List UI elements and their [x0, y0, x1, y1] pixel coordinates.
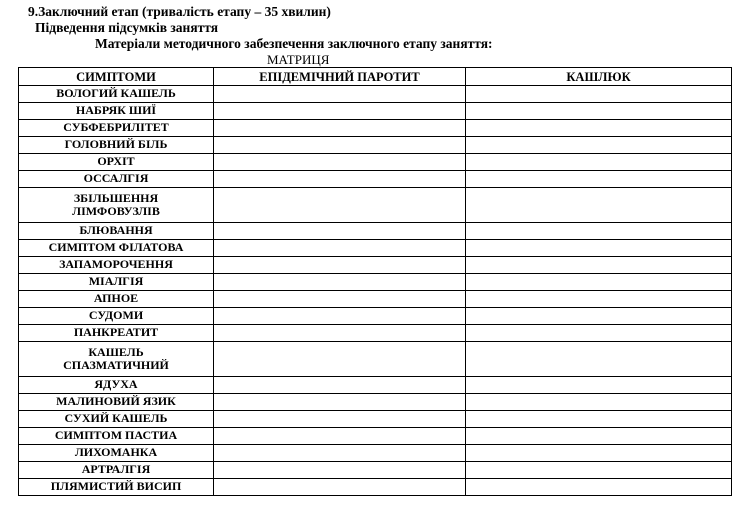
- table-row: [19, 137, 732, 154]
- parotit-answer-cell[interactable]: [214, 103, 466, 120]
- parotit-answer-cell[interactable]: [214, 428, 466, 445]
- kashlyuk-answer-cell[interactable]: [466, 411, 732, 428]
- kashlyuk-answer-cell[interactable]: [466, 342, 732, 377]
- parotit-answer-cell[interactable]: [214, 325, 466, 342]
- column-header-kashlyuk: КАШЛЮК: [466, 68, 732, 86]
- symptom-cell: ЗАПАМОРОЧЕННЯ: [19, 257, 214, 274]
- parotit-answer-cell[interactable]: [214, 120, 466, 137]
- parotit-answer-cell[interactable]: [214, 257, 466, 274]
- symptom-cell: СУХИЙ КАШЕЛЬ: [19, 411, 214, 428]
- symptom-cell: АПНОЕ: [19, 291, 214, 308]
- kashlyuk-answer-cell[interactable]: [466, 120, 732, 137]
- kashlyuk-answer-cell[interactable]: [466, 308, 732, 325]
- matrix-table-body: [19, 86, 732, 496]
- symptom-cell: КАШЕЛЬ СПАЗМАТИЧНИЙ: [19, 342, 214, 377]
- symptom-cell: АРТРАЛГІЯ: [19, 462, 214, 479]
- symptom-cell: СИМПТОМ ФІЛАТОВА: [19, 240, 214, 257]
- kashlyuk-answer-cell[interactable]: [466, 325, 732, 342]
- symptom-cell: СУБФЕБРИЛІТЕТ: [19, 120, 214, 137]
- kashlyuk-answer-cell[interactable]: [466, 445, 732, 462]
- symptom-cell: ЛИХОМАНКА: [19, 445, 214, 462]
- table-row: [19, 240, 732, 257]
- parotit-answer-cell[interactable]: [214, 462, 466, 479]
- parotit-answer-cell[interactable]: [214, 240, 466, 257]
- parotit-answer-cell[interactable]: [214, 411, 466, 428]
- document-header: [0, 0, 743, 67]
- table-row: [19, 445, 732, 462]
- table-row: [19, 479, 732, 496]
- parotit-answer-cell[interactable]: [214, 223, 466, 240]
- kashlyuk-answer-cell[interactable]: [466, 377, 732, 394]
- kashlyuk-answer-cell[interactable]: [466, 274, 732, 291]
- table-row: [19, 342, 732, 377]
- kashlyuk-answer-cell[interactable]: [466, 291, 732, 308]
- parotit-answer-cell[interactable]: [214, 188, 466, 223]
- table-row: [19, 223, 732, 240]
- symptom-cell: ВОЛОГИЙ КАШЕЛЬ: [19, 86, 214, 103]
- symptom-cell: ЗБІЛЬШЕННЯ ЛІМФОВУЗЛІВ: [19, 188, 214, 223]
- kashlyuk-answer-cell[interactable]: [466, 394, 732, 411]
- kashlyuk-answer-cell[interactable]: [466, 137, 732, 154]
- kashlyuk-answer-cell[interactable]: [466, 257, 732, 274]
- matrix-table: [18, 67, 732, 496]
- parotit-answer-cell[interactable]: [214, 308, 466, 325]
- table-row: [19, 462, 732, 479]
- symptom-cell: ОРХІТ: [19, 154, 214, 171]
- summary-subheading: Підведення підсумків заняття: [35, 20, 219, 35]
- parotit-answer-cell[interactable]: [214, 377, 466, 394]
- kashlyuk-answer-cell[interactable]: [466, 223, 732, 240]
- symptom-cell: ГОЛОВНИЙ БІЛЬ: [19, 137, 214, 154]
- table-row: [19, 291, 732, 308]
- parotit-answer-cell[interactable]: [214, 86, 466, 103]
- table-row: [19, 171, 732, 188]
- parotit-answer-cell[interactable]: [214, 171, 466, 188]
- parotit-answer-cell[interactable]: [214, 274, 466, 291]
- kashlyuk-answer-cell[interactable]: [466, 240, 732, 257]
- column-header-symptoms: СИМПТОМИ: [19, 68, 214, 86]
- kashlyuk-answer-cell[interactable]: [466, 154, 732, 171]
- parotit-answer-cell[interactable]: [214, 291, 466, 308]
- table-row: [19, 411, 732, 428]
- table-row: [19, 257, 732, 274]
- symptom-cell: ЯДУХА: [19, 377, 214, 394]
- kashlyuk-answer-cell[interactable]: [466, 479, 732, 496]
- kashlyuk-answer-cell[interactable]: [466, 188, 732, 223]
- kashlyuk-answer-cell[interactable]: [466, 462, 732, 479]
- symptom-cell: МІАЛГІЯ: [19, 274, 214, 291]
- kashlyuk-answer-cell[interactable]: [466, 171, 732, 188]
- table-row: [19, 120, 732, 137]
- table-header-row: [19, 68, 732, 86]
- symptom-cell: ПЛЯМИСТИЙ ВИСИП: [19, 479, 214, 496]
- kashlyuk-answer-cell[interactable]: [466, 103, 732, 120]
- kashlyuk-answer-cell[interactable]: [466, 86, 732, 103]
- table-row: [19, 274, 732, 291]
- symptom-cell: НАБРЯК ШИЇ: [19, 103, 214, 120]
- table-row: [19, 154, 732, 171]
- table-row: [19, 103, 732, 120]
- table-row: [19, 394, 732, 411]
- symptom-cell: СИМПТОМ ПАСТИА: [19, 428, 214, 445]
- kashlyuk-answer-cell[interactable]: [466, 428, 732, 445]
- parotit-answer-cell[interactable]: [214, 445, 466, 462]
- table-row: [19, 377, 732, 394]
- symptom-cell: БЛЮВАННЯ: [19, 223, 214, 240]
- materials-subheading: Матеріали методичного забезпечення заключного етапу заняття:: [95, 36, 493, 51]
- parotit-answer-cell[interactable]: [214, 342, 466, 377]
- symptom-cell: СУДОМИ: [19, 308, 214, 325]
- table-row: [19, 308, 732, 325]
- parotit-answer-cell[interactable]: [214, 154, 466, 171]
- column-header-parotit: ЕПІДЕМІЧНИЙ ПАРОТИТ: [214, 68, 466, 86]
- parotit-answer-cell[interactable]: [214, 137, 466, 154]
- symptom-cell: ОССАЛГІЯ: [19, 171, 214, 188]
- table-row: [19, 325, 732, 342]
- symptom-cell: ПАНКРЕАТИТ: [19, 325, 214, 342]
- parotit-answer-cell[interactable]: [214, 394, 466, 411]
- stage-heading: 9.Заключний етап (тривалість етапу – 35 хвилин): [28, 4, 331, 19]
- table-row: [19, 428, 732, 445]
- table-row: [19, 188, 732, 223]
- table-row: [19, 86, 732, 103]
- parotit-answer-cell[interactable]: [214, 479, 466, 496]
- matrix-title: МАТРИЦЯ: [267, 52, 330, 67]
- symptom-cell: МАЛИНОВИЙ ЯЗИК: [19, 394, 214, 411]
